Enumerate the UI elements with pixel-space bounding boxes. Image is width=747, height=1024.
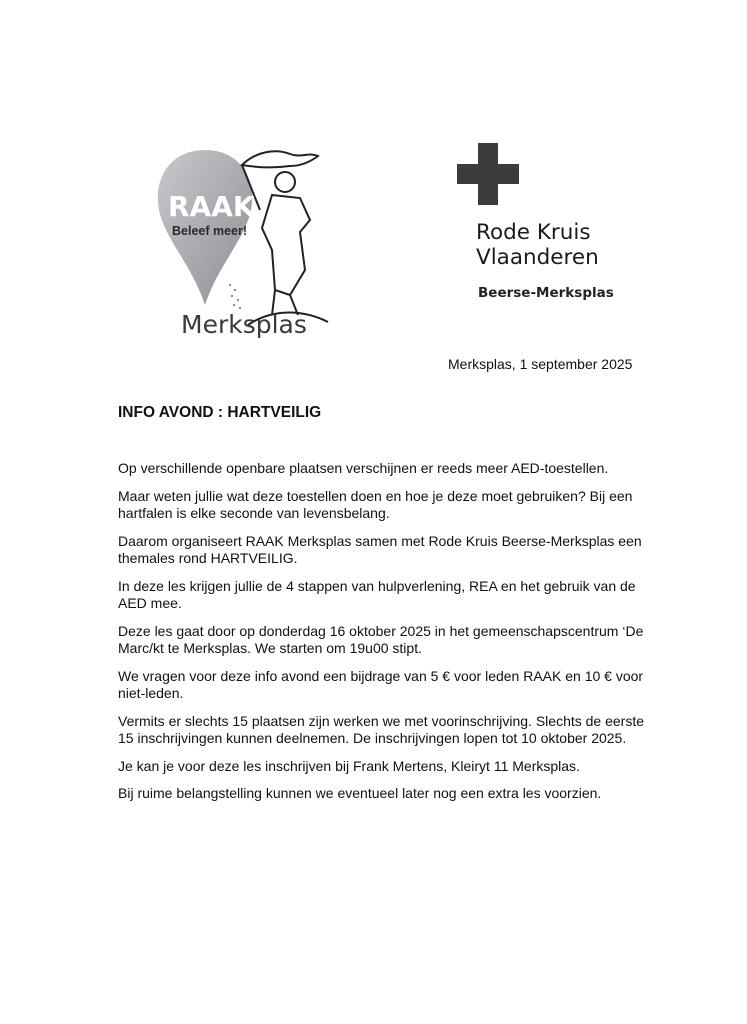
- raak-logo-tagline: Beleef meer!: [172, 224, 248, 238]
- paragraph: Je kan je voor deze les inschrijven bij Frank Mertens, Kleiryt 11 Merksplas.: [118, 757, 580, 774]
- red-cross-icon: [457, 143, 519, 205]
- raak-logo-town: Merksplas: [181, 310, 307, 339]
- paragraph: Deze les gaat door op donderdag 16 oktober 2025 in het gemeenschapscentrum ‘De Marc/kt te Merksplas. We starten om 19u00 stipt.: [118, 622, 644, 656]
- paragraph: Maar weten jullie wat deze toestellen doen en hoe je deze moet gebruiken? Bij een hartfalen is elke seconde van levensbelang.: [118, 487, 633, 521]
- rode-kruis-branch: Beerse-Merksplas: [478, 285, 614, 301]
- flag-bearer-figure-icon: [242, 151, 328, 325]
- rode-kruis-line2: Vlaanderen: [476, 245, 599, 270]
- paragraph: We vragen voor deze info avond een bijdrage van 5 € voor leden RAAK en 10 € voor niet-leden.: [118, 667, 644, 701]
- letter-body: [118, 460, 648, 813]
- paragraph: Bij ruime belangstelling kunnen we eventueel later nog een extra les voorzien.: [118, 785, 602, 801]
- dotted-trail-icon: [229, 284, 241, 309]
- rode-kruis-line1: Rode Kruis: [476, 220, 591, 245]
- paragraph: Vermits er slechts 15 plaatsen zijn werken we met voorinschrijving. Slechts de eerste 15 inschrijvingen kunnen deelnemen. De inschrijvingen lopen tot 10 oktober 2025.: [118, 712, 645, 746]
- letter-title: INFO AVOND : HARTVEILIG: [118, 404, 322, 421]
- letter-date: Merksplas, 1 september 2025: [448, 356, 633, 372]
- paragraph: In deze les krijgen jullie de 4 stappen van hulpverlening, REA en het gebruik van de AED mee.: [118, 577, 636, 611]
- rode-kruis-wordmark: [476, 220, 599, 270]
- paragraph: Op verschillende openbare plaatsen verschijnen er reeds meer AED-toestellen.: [118, 460, 609, 476]
- paragraph: Daarom organiseert RAAK Merksplas samen met Rode Kruis Beerse-Merksplas een themales rond HARTVEILIG.: [118, 532, 642, 566]
- raak-logo-wordmark: RAAK: [168, 190, 255, 223]
